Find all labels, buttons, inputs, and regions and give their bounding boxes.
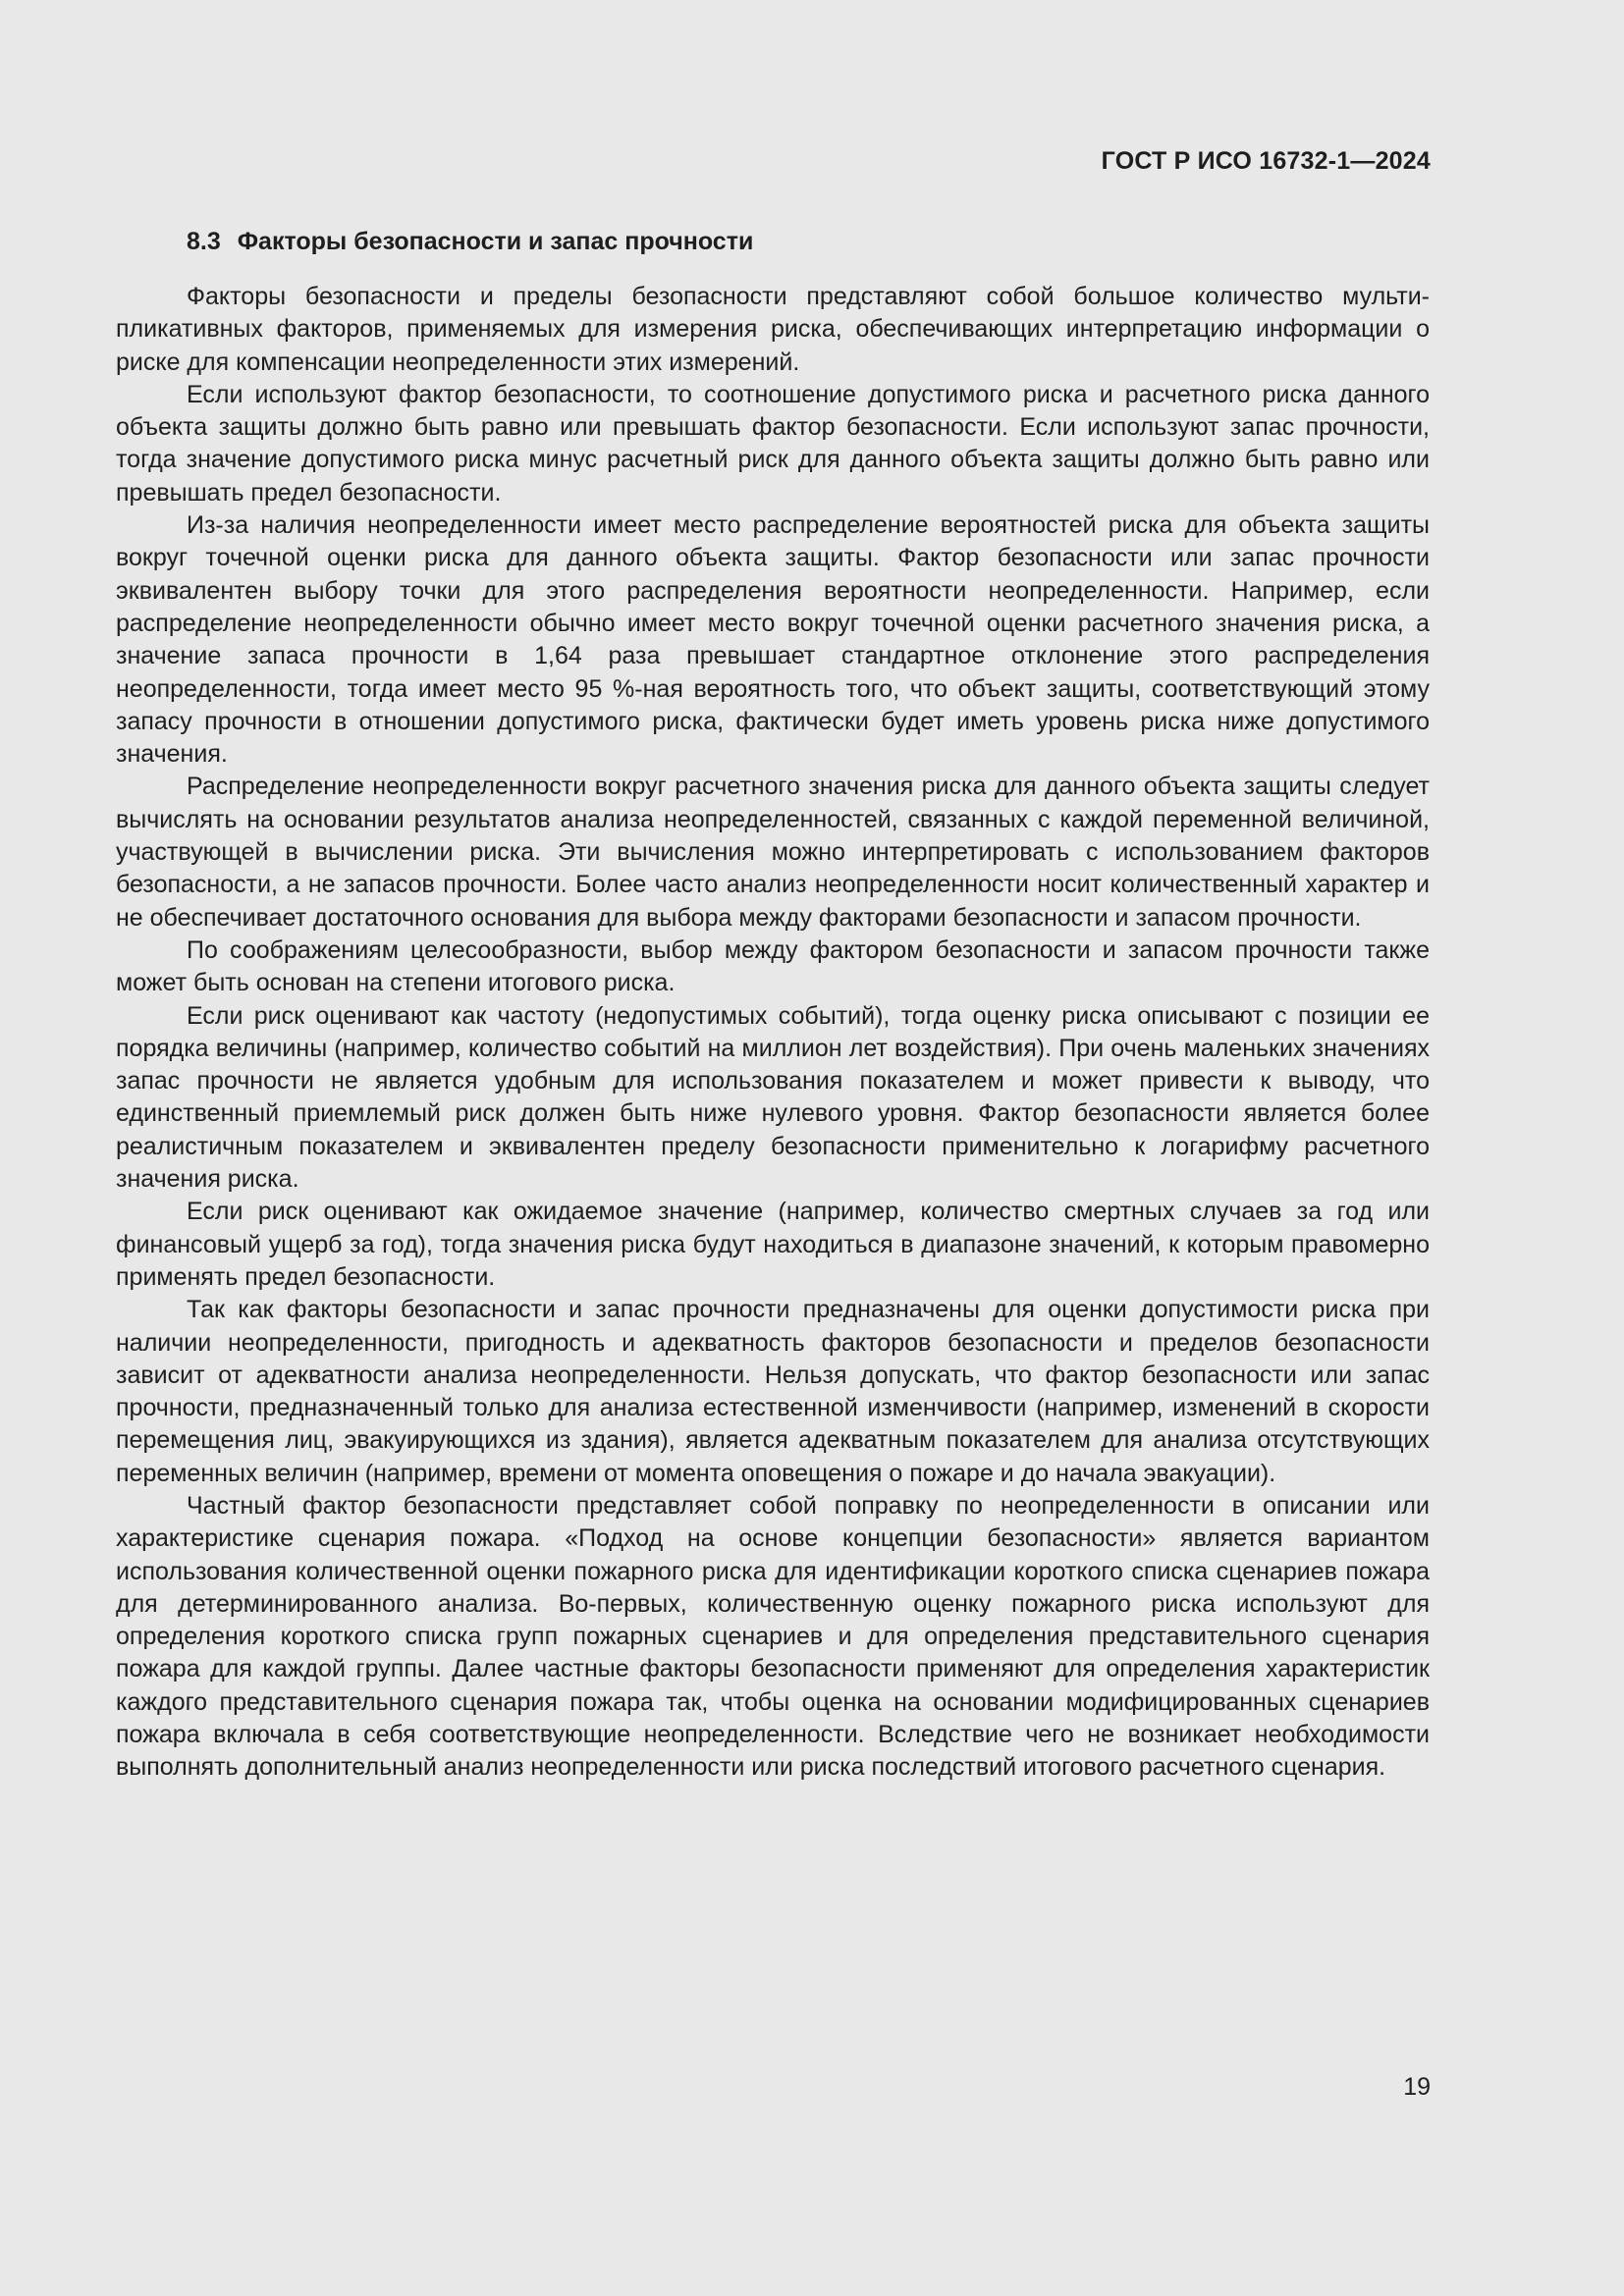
standard-code-header: ГОСТ Р ИСО 16732-1—2024 <box>1101 147 1431 175</box>
section-heading <box>187 224 1430 259</box>
paragraph: Из-за наличия неопределенности имеет место распределение вероятностей риска для объекта защиты вокруг точечной оценки риска для данного объекта защиты. Фактор безопасности или запас прочности эквивалентен выбору точки для этого распределения вероятности неопределенности. Например, если распределение неопределенности обычно имеет место вокруг точечной оценки расчетного значения риска, а значение запаса прочности в 1,64 раза превышает стандартное отклонение этого распределения неопределенности, тогда имеет место 95 %-ная вероятность того, что объект защиты, соответствующий этому запасу прочности в отношении допустимого риска, фактически будет иметь уровень риска ниже допустимого значения. <box>116 511 1430 769</box>
paragraph: Факторы безопасности и пределы безопасности представляют собой большое количество мультипликативных факторов, применяемых для измерения риска, обеспечивающих интерпретацию информации о риске для компенсации неопределенности этих измерений. <box>116 283 1430 376</box>
section-title: Факторы безопасности и запас прочности <box>237 228 754 255</box>
paragraph: Если используют фактор безопасности, то соотношение допустимого риска и расчетного риска данного объекта защиты должно быть равно или превышать фактор безопасности. Если используют запас прочности, тогда значение допустимого риска минус расчетный риск для данного объекта защиты должно быть равно или превышать предел безопасности. <box>116 380 1430 507</box>
paragraph: Так как факторы безопасности и запас прочности предназначены для оценки допустимости риска при наличии неопределенности, пригодность и адекватность факторов безопасности и пределов безопасности зависит от адекватности анализа неопределенности. Нельзя допускать, что фактор безопасности или запас прочности, предназначенный только для анализа естественной изменчивости (например, изменений в скорости перемещения лиц, эвакуирующихся из здания), является адекватным показателем для анализа отсутствующих переменных величин (например, времени от момента оповещения о пожаре и до начала эвакуации). <box>116 1296 1430 1487</box>
paragraph: Если риск оценивают как частоту (недопустимых событий), тогда оценку риска описывают с позиции ее порядка величины (например, количество событий на миллион лет воздействия). При очень маленьких значениях запас прочности не является удобным для использования показателем и может привести к выводу, что единственный приемлемый риск должен быть ниже нулевого уровня. Фактор безопасности является более реалистичным показателем и эквивалентен пределу безопасности применительно к логарифму расчетного значения риска. <box>116 1001 1430 1194</box>
page-body <box>116 224 1430 1785</box>
page-number: 19 <box>1403 2073 1431 2101</box>
paragraph: Частный фактор безопасности представляет собой поправку по неопределенности в описании или характеристике сценария пожара. «Подход на основе концепции безопасности» является вариантом использования количественной оценки пожарного риска для идентификации короткого списка сценариев пожара для детерминированного анализа. Во-первых, количественную оценку пожарного риска используют для определения короткого списка групп пожарных сценариев и для определения представительного сценария пожара для каждой группы. Далее частные факторы безопасности применяют для определения характеристик каждого представительного сценария пожара так, чтобы оценка на основании модифицированных сценариев пожара включала в себя соответствующие неопределенности. Вследствие чего не возникает необходимости выполнять дополнительный анализ неопределенности или риска последствий итогового расчетного сценария. <box>116 1491 1430 1782</box>
section-number: 8.3 <box>187 228 221 255</box>
paragraph: Распределение неопределенности вокруг расчетного значения риска для данного объекта защиты следует вычислять на основании результатов анализа неопределенностей, связанных с каждой переменной величиной, участвующей в вычислении риска. Эти вычисления можно интерпретировать с использованием факторов безопасности, а не запасов прочности. Более часто анализ неопределенности носит количественный характер и не обеспечивает достаточного основания для выбора между факторами безопасности и запасом прочности. <box>116 773 1430 932</box>
paragraph: По соображениям целесообразности, выбор между фактором безопасности и запасом прочности также может быть основан на степени итогового риска. <box>116 935 1430 997</box>
paragraph: Если риск оценивают как ожидаемое значение (например, количество смертных случаев за год или финансовый ущерб за год), тогда значения риска будут находиться в диапазоне значений, к которым правомерно применять предел безопасности. <box>116 1198 1430 1291</box>
